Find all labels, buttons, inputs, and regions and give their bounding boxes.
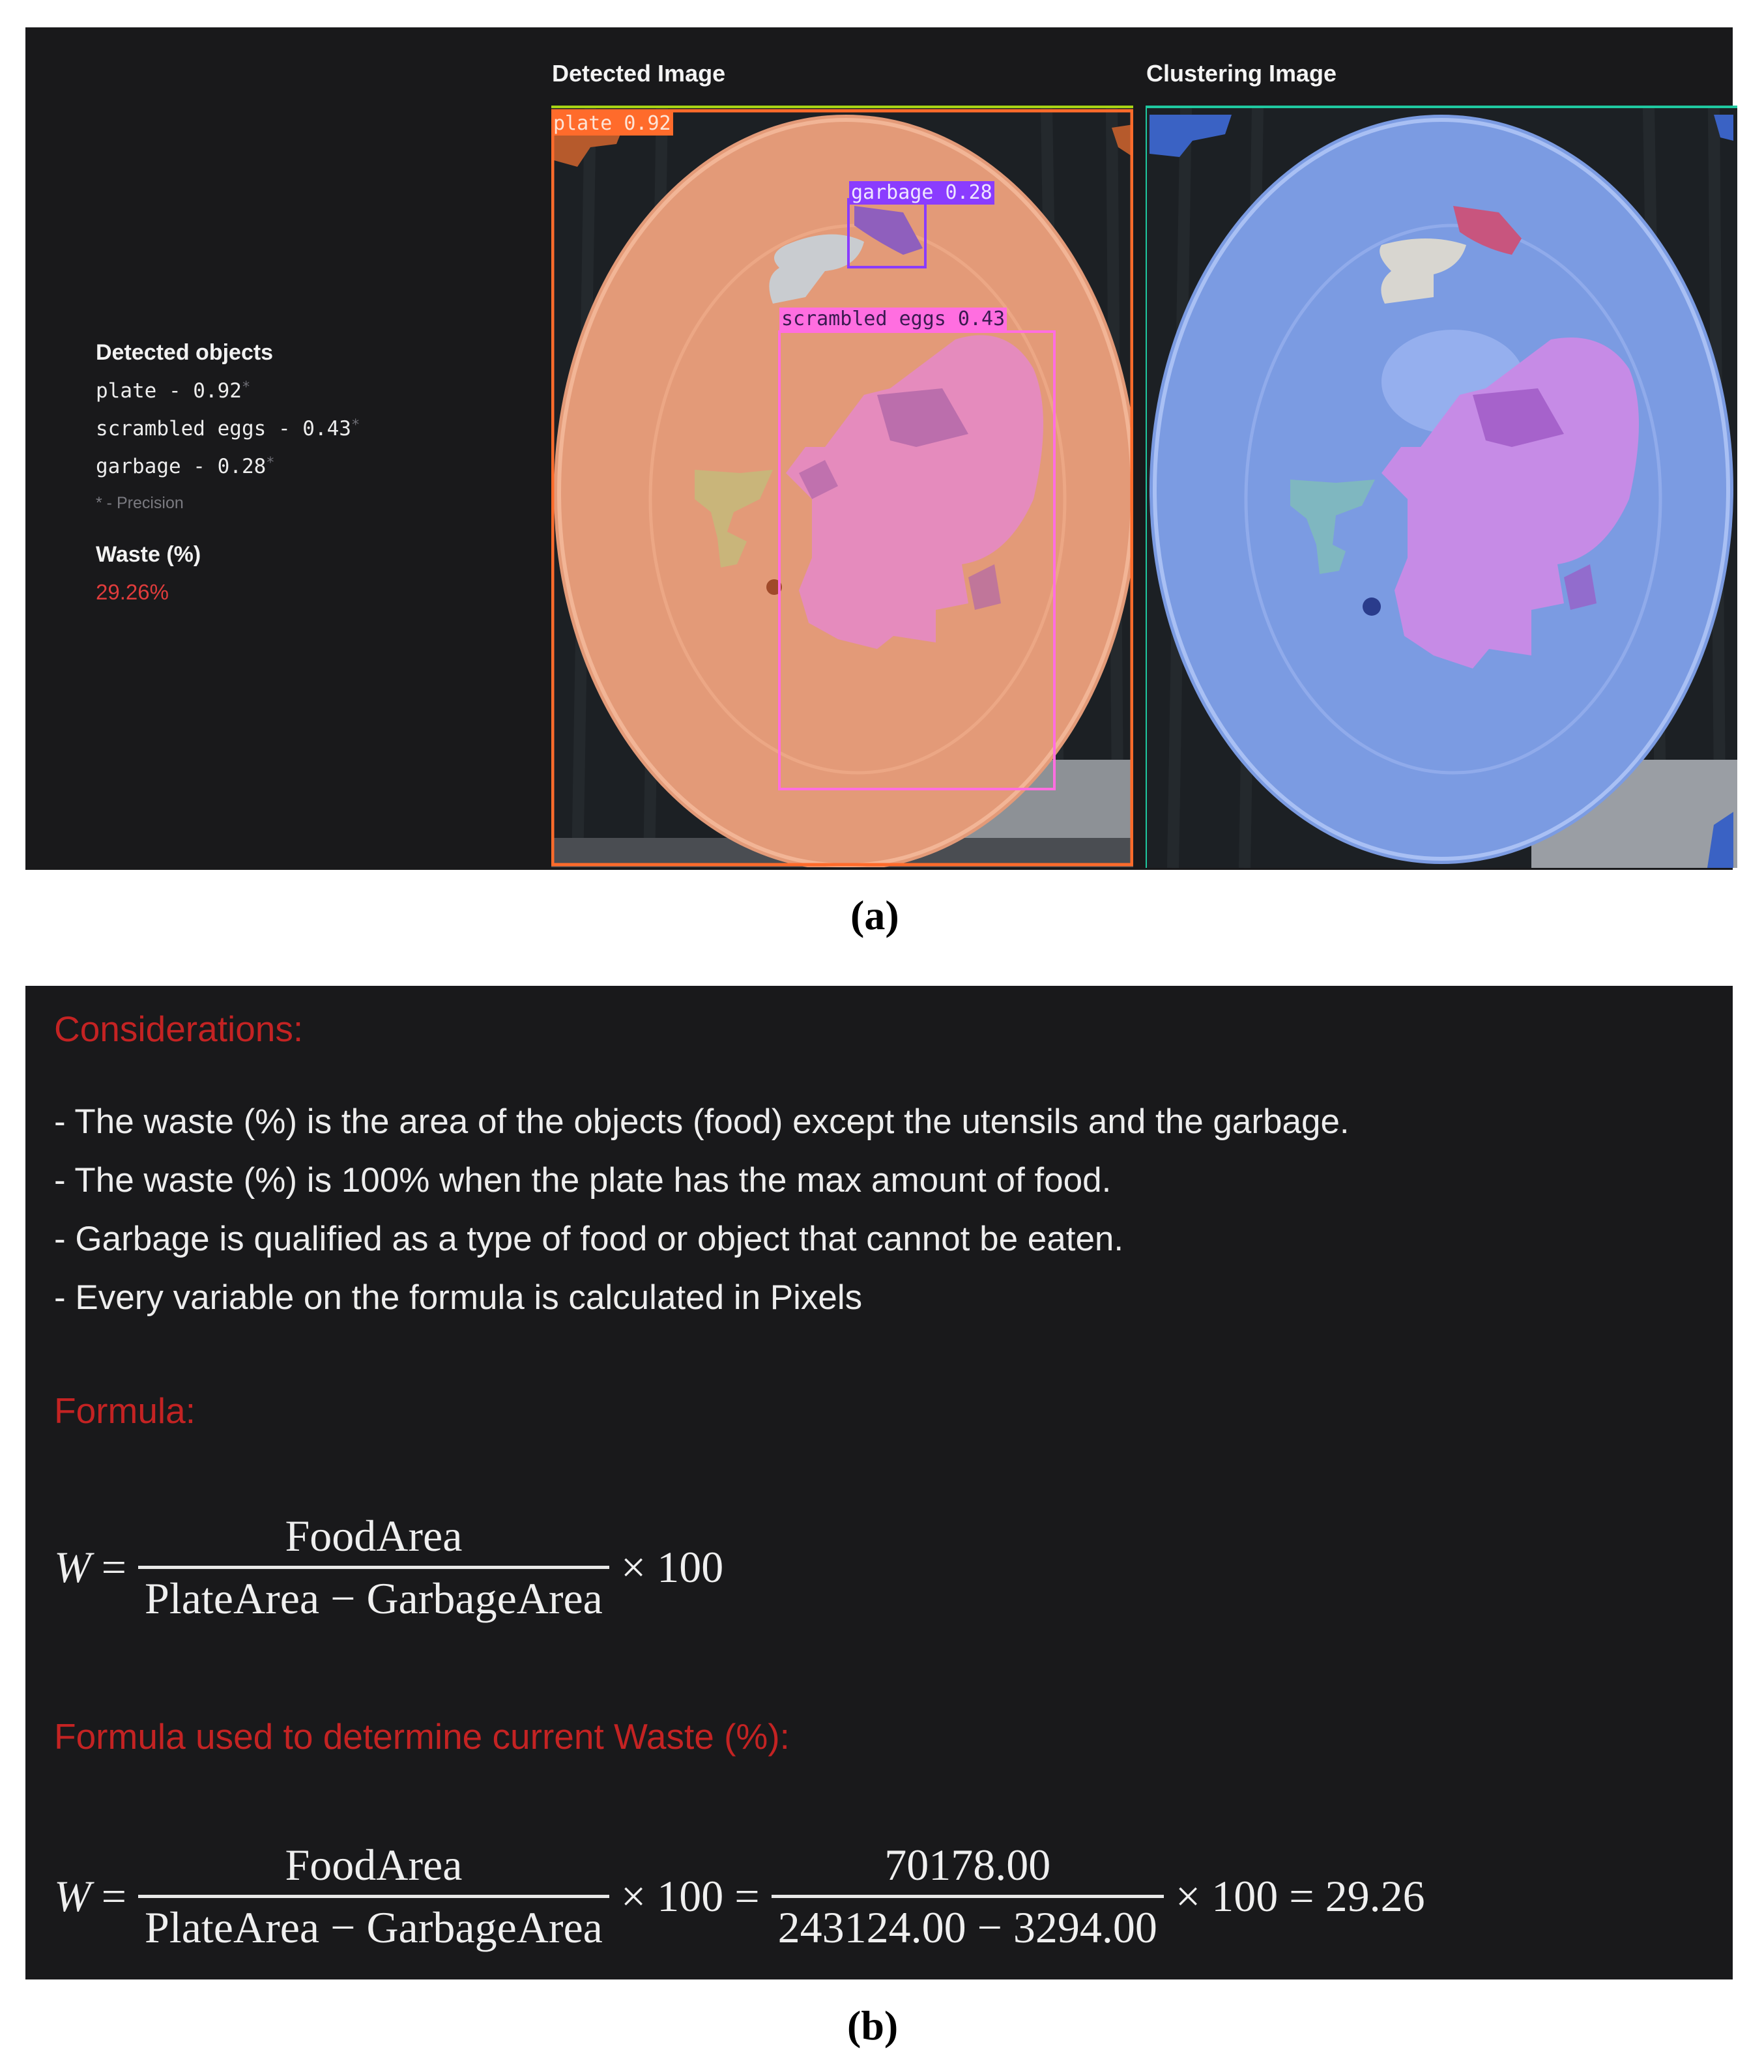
- detected-object-label: scrambled eggs - 0.43: [96, 417, 351, 440]
- consideration-item: - The waste (%) is 100% when the plate has the max amount of food.: [54, 1161, 1112, 1200]
- current-formula-value-fraction: [772, 1839, 1164, 1953]
- formula-equals: =: [101, 1542, 127, 1592]
- plate-minus-garbage-value: 243124.00 − 3294.00: [772, 1895, 1164, 1953]
- detected-plate-image: [551, 108, 1133, 867]
- formula-times-100: × 100: [620, 1542, 724, 1592]
- current-formula-numerator: FoodArea: [285, 1840, 463, 1890]
- scrambled-eggs-detection-label: scrambled eggs 0.43: [779, 308, 1007, 331]
- detected-object-label: plate - 0.92: [96, 379, 242, 403]
- clustering-image: [1146, 106, 1737, 868]
- current-formula-symbolic-fraction: [138, 1839, 609, 1953]
- detected-object-scrambled-eggs: [96, 417, 360, 440]
- general-formula: [54, 1510, 723, 1624]
- consideration-item: - Every variable on the formula is calculated in Pixels: [54, 1278, 863, 1317]
- clustering-image-title: Clustering Image: [1146, 60, 1337, 87]
- detected-object-plate: [96, 379, 250, 403]
- detected-objects-title: Detected objects: [96, 340, 274, 365]
- current-formula-result: × 100 = 29.26: [1175, 1871, 1425, 1921]
- current-formula-lhs: W: [54, 1871, 91, 1921]
- precision-asterisk: *: [241, 379, 251, 396]
- formula-denominator: PlateArea − GarbageArea: [138, 1566, 609, 1624]
- current-formula-title: Formula used to determine current Waste (%):: [54, 1716, 790, 1757]
- waste-title: Waste (%): [96, 542, 201, 567]
- waste-formula-panel: [25, 986, 1733, 1979]
- garbage-detection-label: garbage 0.28: [849, 181, 994, 205]
- precision-asterisk: *: [351, 417, 360, 433]
- detected-object-garbage: [96, 455, 275, 478]
- formula-title: Formula:: [54, 1390, 195, 1431]
- precision-asterisk: *: [266, 455, 275, 471]
- consideration-item: - Garbage is qualified as a type of food or object that cannot be eaten.: [54, 1220, 1124, 1258]
- current-formula: [54, 1839, 1425, 1953]
- waste-value: 29.26%: [96, 580, 169, 604]
- caption-a: (a): [850, 892, 899, 938]
- food-area-value: 70178.00: [884, 1840, 1051, 1890]
- current-formula-denominator: PlateArea − GarbageArea: [138, 1895, 609, 1953]
- clustering-plate-image: [1147, 108, 1737, 868]
- formula-numerator: FoodArea: [285, 1511, 463, 1561]
- detection-results-panel: [25, 27, 1733, 870]
- consideration-item: - The waste (%) is the area of the objects (food) except the utensils and the garbage.: [54, 1102, 1350, 1141]
- current-formula-times-equals: × 100 =: [620, 1871, 760, 1921]
- plate-detection-label: plate 0.92: [551, 112, 673, 136]
- formula-fraction: [138, 1510, 609, 1624]
- current-formula-equals: =: [101, 1871, 127, 1921]
- detected-image-title: Detected Image: [552, 60, 726, 87]
- detected-object-label: garbage - 0.28: [96, 455, 267, 478]
- considerations-title: Considerations:: [54, 1009, 304, 1049]
- precision-note: * - Precision: [96, 494, 184, 512]
- formula-lhs: W: [54, 1542, 91, 1592]
- detected-image: [551, 106, 1133, 867]
- caption-b: (b): [847, 2002, 899, 2049]
